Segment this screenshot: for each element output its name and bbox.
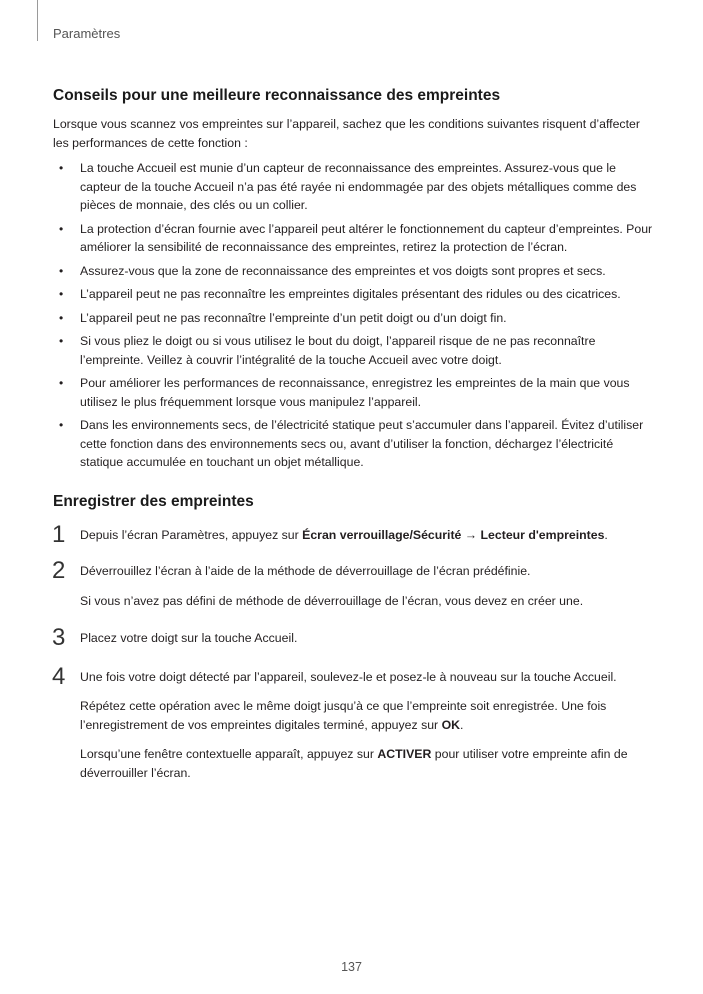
menu-path-fingerprint-scanner: Lecteur d'empreintes	[480, 527, 605, 542]
step-number: 2	[52, 557, 66, 584]
step-note-part: Lorsqu’une fenêtre contextuelle apparaît, appuyez sur	[80, 747, 378, 761]
list-item-text: Si vous pliez le doigt ou si vous utilisez le bout du doigt, l’appareil risque de ne pas reconnaître l’empreinte. Veillez à couvrir l’intégralité de la touche Accueil avec votre doigt.	[80, 334, 596, 367]
activate-label: ACTIVER	[377, 747, 432, 761]
bullet-icon: •	[59, 334, 64, 348]
step-number: 1	[52, 520, 66, 548]
page-number: 137	[341, 960, 362, 974]
step-1	[52, 520, 653, 548]
header-divider	[37, 0, 38, 41]
step-text: Une fois votre doigt détecté par l’appareil, soulevez-le et posez-le à nouveau sur la touche Accueil.	[80, 669, 617, 684]
step-text-part: Depuis l’écran Paramètres, appuyez sur	[80, 527, 303, 542]
step-note	[80, 745, 653, 782]
list-item-text: Pour améliorer les performances de reconnaissance, enregistrez les empreintes de la main que vous utilisez le plus fréquemment lorsque vous manipulez l’appareil.	[80, 376, 630, 409]
bullet-icon: •	[59, 418, 64, 432]
list-item-text: Assurez-vous que la zone de reconnaissance des empreintes et vos doigts sont propres et secs.	[80, 263, 606, 278]
step-text-part: .	[604, 527, 608, 542]
ok-label: OK	[441, 717, 461, 732]
bullet-icon: •	[59, 310, 64, 325]
step-2	[52, 557, 653, 610]
bullet-icon: •	[59, 263, 64, 278]
list-item-text: Dans les environnements secs, de l’électricité statique peut s’accumuler dans l’appareil. Évitez d’utiliser cette fonction dans des environnements secs ou, avant d’utiliser la fonction, déchargez l’électricité statique accumulée en touchant un objet métallique.	[80, 418, 644, 469]
bullet-icon: •	[59, 376, 64, 390]
step-4	[52, 662, 653, 783]
steps-list	[52, 520, 653, 783]
step-text: Déverrouillez l’écran à l’aide de la méthode de déverrouillage de l’écran prédéfinie.	[80, 564, 531, 578]
tips-list	[53, 159, 653, 472]
bullet-icon: •	[59, 221, 64, 236]
list-item	[53, 309, 653, 328]
list-item	[53, 285, 653, 304]
step-text: Placez votre doigt sur la touche Accueil.	[80, 631, 298, 645]
list-item-text: La touche Accueil est munie d’un capteur de reconnaissance des empreintes. Assurez-vous que le capteur de la touche Accueil n’a pas été rayée ni endommagée par des objets métalliques comme des pièces de monnaie, des clés ou un collier.	[80, 161, 637, 212]
list-item	[53, 262, 653, 281]
step-note-part: .	[460, 717, 464, 732]
list-item	[53, 159, 653, 215]
section-title-register: Enregistrer des empreintes	[53, 492, 254, 510]
step-3	[52, 624, 653, 651]
page-content	[53, 86, 653, 782]
step-note-part: pour utiliser votre empreinte afin de déverrouiller l’écran.	[80, 747, 628, 780]
step-number: 4	[52, 662, 66, 690]
bullet-icon: •	[59, 287, 64, 301]
list-item	[53, 220, 653, 257]
list-item	[53, 374, 653, 411]
page-header-title: Paramètres	[53, 26, 121, 41]
arrow-icon: →	[461, 527, 481, 542]
step-number: 3	[52, 624, 66, 651]
bullet-icon: •	[59, 161, 64, 175]
list-item	[53, 332, 653, 369]
menu-path-lock-screen: Écran verrouillage/Sécurité	[302, 527, 462, 542]
step-text	[80, 526, 653, 545]
step-note: Si vous n’avez pas défini de méthode de déverrouillage de l’écran, vous devez en créer une.	[80, 593, 584, 608]
list-item	[53, 416, 653, 472]
list-item-text: L’appareil peut ne pas reconnaître l’empreinte d’un petit doigt ou d’un doigt fin.	[80, 310, 507, 325]
list-item-text: L’appareil peut ne pas reconnaître les empreintes digitales présentant des ridules ou des cicatrices.	[80, 287, 621, 301]
step-note	[80, 697, 653, 734]
tips-intro: Lorsque vous scannez vos empreintes sur l’appareil, sachez que les conditions suivantes risquent d’affecter les performances de cette fonction :	[53, 117, 640, 150]
section-title-tips: Conseils pour une meilleure reconnaissance des empreintes	[53, 87, 501, 104]
list-item-text: La protection d’écran fournie avec l’appareil peut altérer le fonctionnement du capteur d’empreintes. Pour améliorer la sensibilité de reconnaissance des empreintes, retirez la protection de l’écran.	[80, 221, 653, 254]
step-note-part: Répétez cette opération avec le même doigt jusqu’à ce que l’empreinte soit enregistrée. Une fois l’enregistrement de vos empreintes digitales terminé, appuyez sur	[80, 699, 607, 732]
